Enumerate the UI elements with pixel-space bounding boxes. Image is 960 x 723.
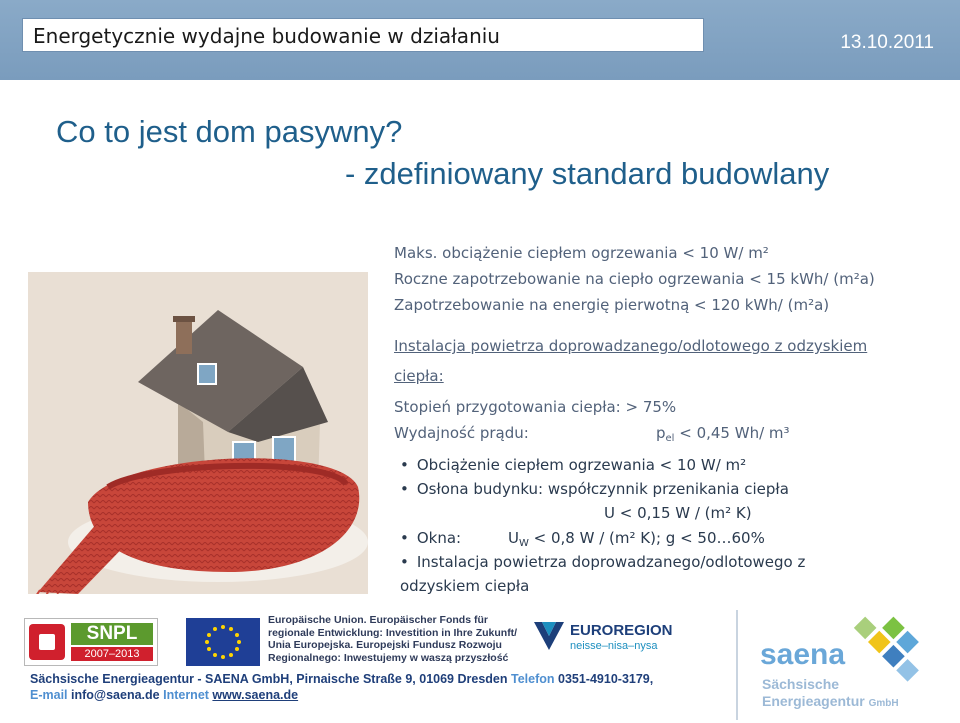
saena-company-name [762,676,899,712]
presentation-date: 13.10.2011 [840,32,934,53]
windows-u-subscript: W [518,538,529,549]
house-in-scarf-illustration [28,272,368,594]
eu-line-2: regionale Entwicklung: Investition in Ihre Zukunft/ [268,626,518,639]
requirement-heat-load: Maks. obciążenie ciepłem ogrzewania < 10 W/ m² [394,244,769,262]
bullet-windows-value [508,529,765,549]
euroregion-name: EUROREGION [570,622,673,639]
windows-u-symbol: U [508,529,519,547]
snpl-name: SNPL [71,623,153,645]
power-efficiency-value [656,424,790,444]
euroregion-logo [532,618,673,656]
requirement-heating-demand: Roczne zapotrzebowanie na ciepło ogrzewania < 15 kWh/ (m²a) [394,270,875,288]
slide-heading: Co to jest dom pasywny? [56,114,403,149]
snpl-years: 2007–2013 [71,647,153,661]
footer-phone-label: Telefon [510,672,555,686]
header-bar [0,0,960,80]
power-symbol: p [656,424,666,442]
euroregion-subtitle: neisse–nisa–nysa [570,640,658,652]
saena-line-1: Sächsische [762,676,840,692]
bullet-ventilation: • Instalacja powietrza doprowadzanego/odlotowego z [400,553,805,571]
presentation-title-box [22,18,704,52]
ventilation-line-1: Instalacja powietrza doprowadzanego/odlotowego z odzyskiem [394,337,868,355]
bullet-windows-label: • Okna: [400,529,461,547]
power-subscript: el [665,433,675,444]
presentation-title: Energetycznie wydajne budowanie w działaniu [33,24,500,48]
footer-email-label: E-mail [30,688,68,702]
bullet-envelope: • Osłona budynku: współczynnik przenikania ciepła [400,480,789,498]
saena-gmbh: GmbH [868,698,899,709]
saena-wordmark: saena [760,638,846,671]
footer-address-line [30,672,653,686]
eu-line-1: Europäische Union. Europäischer Fonds für [268,614,488,626]
euroregion-mark-icon [532,618,566,652]
footer-address: Sächsische Energieagentur - SAENA GmbH, Pirnaische Straße 9, 01069 Dresden [30,672,508,686]
footer-phone: 0351-4910-3179, [558,672,654,686]
power-efficiency-label: Wydajność prądu: [394,424,529,442]
eu-line-3: Unia Europejska. Europejski Fundusz Rozwoju [268,639,502,651]
requirement-primary-energy: Zapotrzebowanie na energię pierwotną < 120 kWh/ (m²a) [394,296,830,314]
windows-u-value: < 0,8 W / (m² K); g < 50…60% [528,529,765,547]
eu-funding-note [268,614,517,664]
footer-email[interactable]: info@saena.de [71,688,160,702]
footer-website-link[interactable]: www.saena.de [212,688,299,702]
footer-divider [736,610,738,720]
footer-contact-line [30,688,298,702]
bullet-ventilation-cont: odzyskiem ciepła [400,577,530,595]
footer-internet-label: Internet [163,688,209,702]
snpl-mark-icon [29,624,65,660]
heat-recovery-rate: Stopień przygotowania ciepła: > 75% [394,398,677,416]
snpl-logo [24,618,158,666]
saena-line-2: Energieagentur GmbH [762,693,899,709]
ventilation-line-2: ciepła: [394,367,444,385]
bullet-envelope-value: U < 0,15 W / (m² K) [604,504,752,522]
bullet-heat-load: • Obciążenie ciepłem ogrzewania < 10 W/ m² [400,456,746,474]
power-value: < 0,45 Wh/ m³ [674,424,790,442]
eu-flag-icon [186,618,260,666]
slide-subheading: - zdefiniowany standard budowlany [345,156,830,191]
eu-line-4: Regionalnego: Inwestujemy w waszą przyszłość [268,651,509,664]
